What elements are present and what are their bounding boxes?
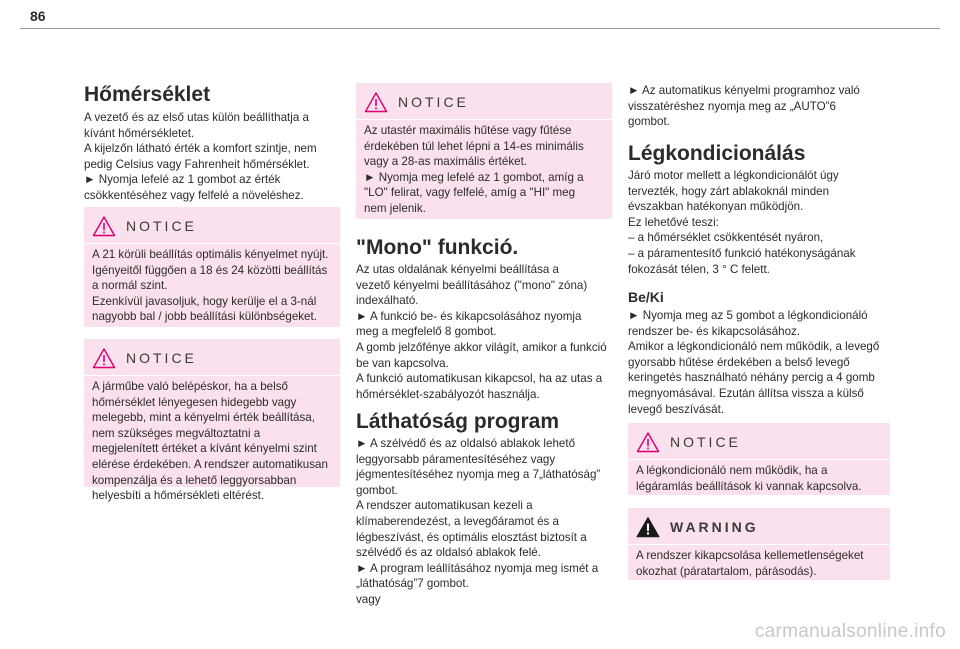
notice-box-max-cooling — [356, 83, 612, 219]
warning-box — [628, 508, 890, 580]
caution-triangle-icon — [92, 347, 116, 369]
notice-divider — [356, 119, 612, 120]
warning-triangle-icon — [636, 516, 660, 538]
visibility-body: ► A szélvédő és az oldalsó ablakok lehető leggyorsabb páramentesítéséhez vagy jégmentesítéséhez nyomja meg a 7„láthatóság” gombot. A rendszer automatikusan kezeli a klímaberendezést, a levegőáramot és a légbeszívást, és optimális elosztást biztosít a szélvédő és az oldalsó ablakok felé. ► A program leállításához nyomja meg ismét a „láthatóság”7 gombot. vagy — [356, 437, 601, 606]
notice-box-ac — [628, 423, 890, 495]
notice-body: A 21 körüli beállítás optimális kényelmet nyújt. Igényeitől függően a 18 és 24 közötti beállítás a normál szint. Ezenkívül javasoljuk, hogy kerülje el a 3-nál nagyobb bal / jobb beállítási különbségeket. — [92, 248, 329, 324]
mono-body: Az utas oldalának kényelmi beállítása a vezető kényelmi beállításához ("mono" zóna) indexálható. ► A funkció be- és kikapcsolásához nyomja meg a megfelelő 8 gombot. A gomb jelzőfénye akkor világít, amikor a funkció be van kapcsolva. A funkció automatikusan kikapcsol, ha az utas a hőmérséklet-szabályozót használja. — [356, 263, 607, 401]
header-divider — [20, 28, 940, 29]
caution-triangle-icon — [92, 215, 116, 237]
heading-mono-function: "Mono" funkció. — [356, 236, 519, 259]
heading-air-conditioning: Légkondicionálás — [628, 142, 806, 165]
notice-divider — [84, 375, 340, 376]
notice-title: NOTICE — [398, 94, 469, 110]
page-number: 86 — [30, 8, 46, 24]
notice-box-entry — [84, 339, 340, 503]
heading-on-off: Be/Ki — [628, 289, 664, 305]
notice-title: NOTICE — [126, 218, 197, 234]
notice-title: NOTICE — [126, 350, 197, 366]
notice-body: Az utastér maximális hűtése vagy fűtése érdekében túl lehet lépni a 14-es minimális vagy a 28-as maximális értéket. ► Nyomja meg lefelé az 1 gombot, amíg a "LO" felirat, vagy felfelé, amíg a "HI" meg nem jelenik. — [364, 124, 584, 215]
heading-visibility-program: Láthatóság program — [356, 410, 560, 433]
notice-divider — [84, 243, 340, 244]
warning-body: A rendszer kikapcsolása kellemetlenségeket okozhat (páratartalom, párásodás). — [636, 549, 864, 578]
caution-triangle-icon — [364, 91, 388, 113]
warning-title: WARNING — [670, 519, 759, 535]
caution-triangle-icon — [636, 431, 660, 453]
notice-box-comfort — [84, 207, 340, 327]
air-conditioning-body: Járó motor mellett a légkondicionálót úgy tervezték, hogy zárt ablakoknál minden évszakban hatékonyan működjön. Ez lehetővé teszi: – a hőmérséklet csökkentését nyáron, – a páramentesítő funkció hatékonyságának fokozását télen, 3 ° C felett. — [628, 169, 856, 276]
notice-body: A járműbe való belépéskor, ha a belső hőmérséklet lényegesen hidegebb vagy melegebb, mint a kényelmi érték beállítása, nem szükséges megváltoztatni a megjelenített értéket a kívánt kényelmi szint elérése érdekében. A rendszer automatikusan kompenzálja és a lehető leggyorsabban helyesbíti a hőmérsékleti eltérést. — [92, 380, 328, 503]
notice-divider — [628, 459, 890, 460]
on-off-body: ► Nyomja meg az 5 gombot a légkondicionáló rendszer be- és kikapcsolásához. Amikor a légkondicionáló nem működik, a levegő gyorsabb hűtése érdekében a belső levegő keringetés használható néhány percig a 4 gomb megnyomásával. Ezután állítsa vissza a külső levegő beszívását. — [628, 309, 880, 416]
auto-program-body: ► Az automatikus kényelmi programhoz való visszatéréshez nyomja meg az „AUTO”6 gombot. — [628, 84, 860, 129]
warning-divider — [628, 544, 890, 545]
notice-body: A légkondicionáló nem működik, ha a légáramlás beállítások ki vannak kapcsolva. — [636, 464, 862, 493]
notice-title: NOTICE — [670, 434, 741, 450]
temperature-body: A vezető és az első utas külön beállíthatja a kívánt hőmérsékletet. A kijelzőn látható érték a komfort szintje, nem pedig Celsius vagy Fahrenheit hőmérséklet. ► Nyomja lefelé az 1 gombot az érték csökkentéséhez vagy felfelé a növeléshez. — [84, 111, 317, 202]
watermark: carmanualsonline.info — [754, 621, 946, 642]
heading-temperature: Hőmérséklet — [84, 83, 211, 106]
